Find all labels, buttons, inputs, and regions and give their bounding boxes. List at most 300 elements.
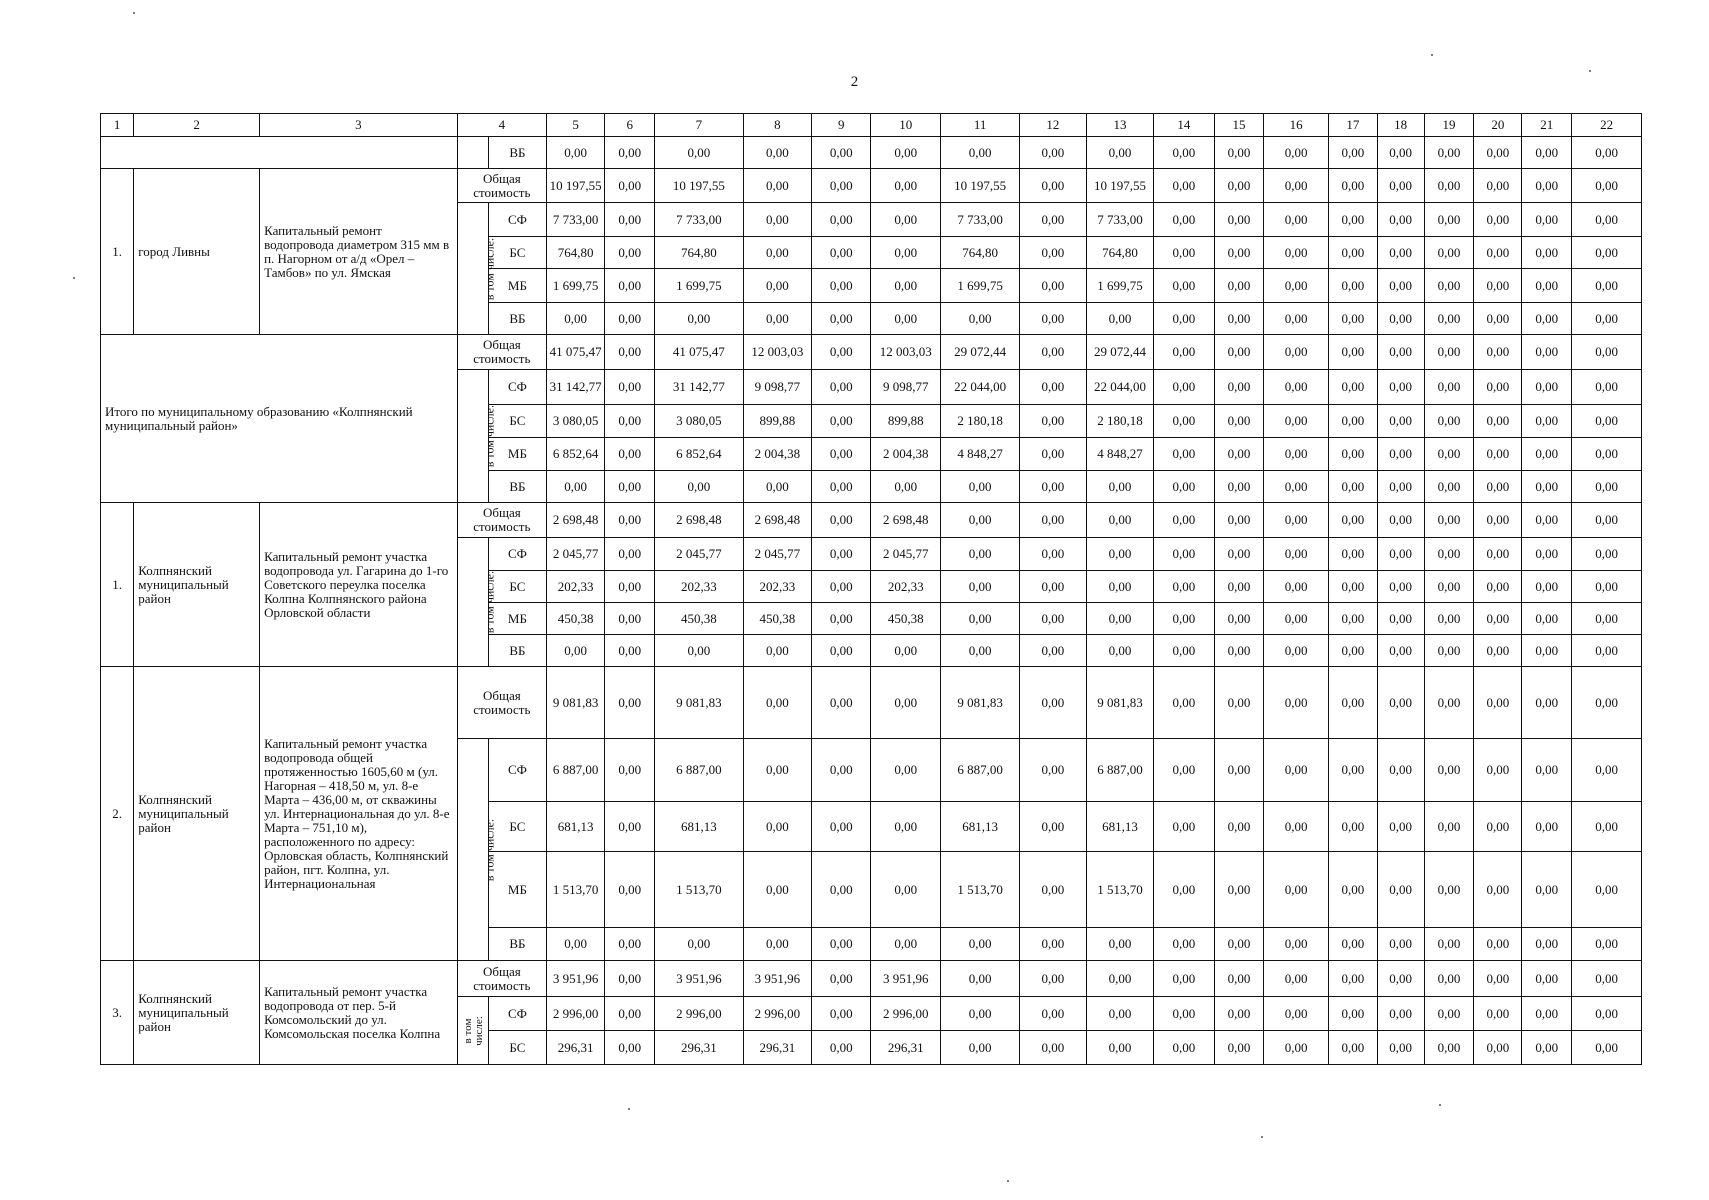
value-cell: 0,00: [1154, 603, 1214, 635]
incl-cell: [457, 739, 496, 961]
value-cell: 1 699,75: [1086, 269, 1154, 303]
value-cell: 0,00: [605, 571, 655, 603]
value-cell: 0,00: [1572, 928, 1642, 961]
value-cell: 0,00: [1572, 997, 1642, 1031]
value-cell: 0,00: [1424, 269, 1474, 303]
value-cell: 0,00: [1328, 603, 1377, 635]
row-type-label: БС: [488, 405, 546, 438]
value-cell: 0,00: [1572, 405, 1642, 438]
row-type-label: СФ: [488, 538, 546, 571]
value-cell: 2 004,38: [743, 438, 812, 471]
table-row: [101, 503, 1642, 538]
value-cell: 0,00: [1474, 603, 1522, 635]
value-cell: 0,00: [1214, 538, 1264, 571]
scan-speck: [1589, 70, 1591, 72]
value-cell: 0,00: [1020, 997, 1087, 1031]
value-cell: 0,00: [1086, 137, 1154, 169]
column-header: 3: [260, 114, 458, 137]
value-cell: 0,00: [1328, 802, 1377, 852]
value-cell: 0,00: [1086, 1031, 1154, 1065]
value-cell: 0,00: [871, 802, 941, 852]
value-cell: 0,00: [1020, 237, 1087, 269]
value-cell: 0,00: [1424, 739, 1474, 802]
row-type-label: БС: [488, 571, 546, 603]
value-cell: 681,13: [941, 802, 1020, 852]
column-header: 4: [457, 114, 546, 137]
value-cell: 0,00: [1328, 335, 1377, 370]
value-cell: 22 044,00: [1086, 370, 1154, 405]
value-cell: 0,00: [812, 961, 871, 997]
scan-speck: [628, 1108, 630, 1110]
value-cell: 0,00: [1572, 667, 1642, 739]
value-cell: 0,00: [605, 203, 655, 237]
value-cell: 0,00: [1424, 335, 1474, 370]
column-header: 11: [941, 114, 1020, 137]
value-cell: 0,00: [1328, 471, 1377, 503]
value-cell: 0,00: [1214, 438, 1264, 471]
value-cell: 0,00: [1328, 928, 1377, 961]
value-cell: 764,80: [1086, 237, 1154, 269]
incl-cell: [457, 997, 488, 1065]
incl-label: в том числе:: [481, 570, 496, 634]
municipality-name: Колпнянский муниципальный район: [134, 503, 260, 667]
value-cell: 0,00: [812, 303, 871, 335]
value-cell: 0,00: [1522, 169, 1572, 203]
column-header: 5: [547, 114, 605, 137]
value-cell: 0,00: [812, 203, 871, 237]
column-header: 12: [1020, 114, 1087, 137]
value-cell: 0,00: [812, 370, 871, 405]
value-cell: 0,00: [1264, 303, 1328, 335]
value-cell: 0,00: [1474, 335, 1522, 370]
value-cell: 0,00: [1522, 137, 1572, 169]
value-cell: 3 951,96: [655, 961, 743, 997]
value-cell: 0,00: [941, 928, 1020, 961]
value-cell: 0,00: [743, 169, 812, 203]
value-cell: 1 699,75: [547, 269, 605, 303]
value-cell: 0,00: [1572, 1031, 1642, 1065]
value-cell: 0,00: [1214, 503, 1264, 538]
value-cell: 0,00: [1214, 335, 1264, 370]
value-cell: 0,00: [1264, 739, 1328, 802]
row-number: 2.: [101, 667, 134, 961]
column-header: 14: [1154, 114, 1214, 137]
value-cell: 296,31: [871, 1031, 941, 1065]
value-cell: 0,00: [1522, 503, 1572, 538]
value-cell: 0,00: [941, 471, 1020, 503]
value-cell: 0,00: [1214, 203, 1264, 237]
column-header: 17: [1328, 114, 1377, 137]
total-label: Общая стоимость: [457, 169, 546, 203]
row-type-label: МБ: [488, 438, 546, 471]
value-cell: 0,00: [1154, 438, 1214, 471]
value-cell: 0,00: [1474, 802, 1522, 852]
value-cell: 0,00: [605, 303, 655, 335]
value-cell: 0,00: [1424, 405, 1474, 438]
total-label: Общая стоимость: [457, 335, 546, 370]
value-cell: 0,00: [812, 571, 871, 603]
value-cell: 0,00: [1377, 802, 1424, 852]
value-cell: 0,00: [1020, 438, 1087, 471]
value-cell: 0,00: [1154, 997, 1214, 1031]
value-cell: 7 733,00: [655, 203, 743, 237]
value-cell: 9 081,83: [655, 667, 743, 739]
total-label: Общая стоимость: [457, 503, 546, 538]
value-cell: 0,00: [1328, 405, 1377, 438]
value-cell: 0,00: [1264, 137, 1328, 169]
value-cell: 10 197,55: [941, 169, 1020, 203]
value-cell: 0,00: [1377, 603, 1424, 635]
value-cell: 0,00: [1572, 961, 1642, 997]
scan-speck: [1439, 1104, 1441, 1106]
value-cell: 0,00: [1377, 635, 1424, 667]
value-cell: 0,00: [1377, 335, 1424, 370]
value-cell: 0,00: [1424, 852, 1474, 928]
value-cell: 0,00: [1214, 997, 1264, 1031]
row-type-label: СФ: [488, 370, 546, 405]
value-cell: 0,00: [1474, 571, 1522, 603]
value-cell: 0,00: [1424, 203, 1474, 237]
column-header: 16: [1264, 114, 1328, 137]
value-cell: 0,00: [1474, 997, 1522, 1031]
value-cell: 0,00: [1474, 438, 1522, 471]
row-type-label: СФ: [488, 739, 546, 802]
value-cell: 0,00: [941, 635, 1020, 667]
value-cell: 0,00: [1214, 370, 1264, 405]
row-type-label: ВБ: [488, 635, 546, 667]
value-cell: 0,00: [1214, 137, 1264, 169]
value-cell: 0,00: [1328, 503, 1377, 538]
value-cell: 0,00: [1154, 928, 1214, 961]
object-description: Капитальный ремонт участка водопровода ул. Гагарина до 1-го Советского переулка поселка Колпна Колпнянского района Орловской области: [260, 503, 458, 667]
value-cell: 0,00: [743, 852, 812, 928]
value-cell: 0,00: [1424, 635, 1474, 667]
scan-speck: [1007, 1180, 1009, 1182]
value-cell: 0,00: [1522, 997, 1572, 1031]
value-cell: 0,00: [1154, 405, 1214, 438]
value-cell: 0,00: [1572, 303, 1642, 335]
value-cell: 0,00: [1020, 802, 1087, 852]
value-cell: 0,00: [812, 438, 871, 471]
value-cell: 0,00: [1086, 603, 1154, 635]
value-cell: 0,00: [1328, 370, 1377, 405]
value-cell: 0,00: [1328, 203, 1377, 237]
row-type-label: ВБ: [488, 137, 546, 169]
value-cell: 0,00: [1154, 1031, 1214, 1065]
value-cell: 0,00: [1328, 635, 1377, 667]
value-cell: 2 996,00: [743, 997, 812, 1031]
value-cell: 0,00: [1020, 405, 1087, 438]
value-cell: 0,00: [1154, 961, 1214, 997]
value-cell: 0,00: [605, 503, 655, 538]
value-cell: 0,00: [1522, 961, 1572, 997]
value-cell: 0,00: [1020, 203, 1087, 237]
value-cell: 0,00: [1154, 852, 1214, 928]
value-cell: 0,00: [812, 635, 871, 667]
value-cell: 0,00: [1572, 370, 1642, 405]
value-cell: 2 698,48: [655, 503, 743, 538]
scan-speck: [133, 12, 135, 14]
value-cell: 0,00: [743, 802, 812, 852]
incl-cell: [457, 203, 496, 335]
value-cell: 2 996,00: [655, 997, 743, 1031]
value-cell: 0,00: [1474, 203, 1522, 237]
value-cell: 0,00: [1377, 169, 1424, 203]
value-cell: 7 733,00: [941, 203, 1020, 237]
value-cell: 0,00: [1474, 237, 1522, 269]
value-cell: 0,00: [547, 928, 605, 961]
value-cell: 0,00: [1474, 739, 1522, 802]
value-cell: 0,00: [1154, 635, 1214, 667]
value-cell: 0,00: [1264, 852, 1328, 928]
value-cell: 0,00: [1377, 961, 1424, 997]
value-cell: 296,31: [547, 1031, 605, 1065]
value-cell: 450,38: [655, 603, 743, 635]
value-cell: 0,00: [605, 137, 655, 169]
value-cell: 3 951,96: [871, 961, 941, 997]
value-cell: 2 045,77: [743, 538, 812, 571]
value-cell: 0,00: [743, 471, 812, 503]
row-type-label: БС: [488, 1031, 546, 1065]
value-cell: 0,00: [1020, 667, 1087, 739]
value-cell: 0,00: [1474, 269, 1522, 303]
value-cell: 0,00: [1572, 852, 1642, 928]
value-cell: 0,00: [1214, 667, 1264, 739]
value-cell: 0,00: [1572, 269, 1642, 303]
value-cell: 10 197,55: [655, 169, 743, 203]
value-cell: 4 848,27: [1086, 438, 1154, 471]
value-cell: 0,00: [1424, 928, 1474, 961]
value-cell: 0,00: [1328, 961, 1377, 997]
value-cell: 0,00: [871, 169, 941, 203]
value-cell: 0,00: [1020, 503, 1087, 538]
value-cell: 0,00: [1377, 571, 1424, 603]
value-cell: 0,00: [1020, 169, 1087, 203]
value-cell: 0,00: [1086, 571, 1154, 603]
row-number: 3.: [101, 961, 134, 1065]
value-cell: 9 081,83: [1086, 667, 1154, 739]
row-type-label: СФ: [488, 997, 546, 1031]
spacer-cell: [457, 137, 488, 169]
value-cell: 0,00: [1424, 169, 1474, 203]
value-cell: 0,00: [812, 802, 871, 852]
value-cell: 12 003,03: [743, 335, 812, 370]
value-cell: 0,00: [812, 237, 871, 269]
value-cell: 0,00: [655, 303, 743, 335]
value-cell: 0,00: [1020, 137, 1087, 169]
value-cell: 0,00: [605, 852, 655, 928]
value-cell: 0,00: [547, 635, 605, 667]
value-cell: 0,00: [1214, 405, 1264, 438]
page-number: 2: [850, 74, 859, 90]
value-cell: 0,00: [605, 635, 655, 667]
value-cell: 764,80: [547, 237, 605, 269]
value-cell: 0,00: [743, 269, 812, 303]
value-cell: 0,00: [1328, 571, 1377, 603]
value-cell: 6 887,00: [655, 739, 743, 802]
row-type-label: ВБ: [488, 928, 546, 961]
value-cell: 0,00: [812, 169, 871, 203]
value-cell: 0,00: [871, 667, 941, 739]
value-cell: 2 180,18: [941, 405, 1020, 438]
table-row: [101, 335, 1642, 370]
value-cell: 0,00: [1522, 802, 1572, 852]
column-header: 9: [812, 114, 871, 137]
value-cell: 0,00: [812, 269, 871, 303]
value-cell: 0,00: [1522, 571, 1572, 603]
value-cell: 0,00: [1214, 635, 1264, 667]
value-cell: 0,00: [1020, 335, 1087, 370]
value-cell: 0,00: [1086, 303, 1154, 335]
value-cell: 0,00: [1474, 928, 1522, 961]
value-cell: 41 075,47: [547, 335, 605, 370]
table-body: [101, 114, 1642, 1065]
value-cell: 9 081,83: [547, 667, 605, 739]
value-cell: 202,33: [871, 571, 941, 603]
value-cell: 0,00: [1086, 538, 1154, 571]
value-cell: 0,00: [1474, 303, 1522, 335]
value-cell: 0,00: [1572, 335, 1642, 370]
value-cell: 0,00: [1264, 667, 1328, 739]
value-cell: 2 698,48: [743, 503, 812, 538]
value-cell: 3 951,96: [743, 961, 812, 997]
value-cell: 0,00: [1424, 961, 1474, 997]
column-header: 8: [743, 114, 812, 137]
value-cell: 0,00: [812, 928, 871, 961]
value-cell: 0,00: [1572, 603, 1642, 635]
value-cell: 2 045,77: [871, 538, 941, 571]
value-cell: 0,00: [1572, 635, 1642, 667]
value-cell: 0,00: [1522, 203, 1572, 237]
value-cell: 7 733,00: [1086, 203, 1154, 237]
value-cell: 0,00: [743, 137, 812, 169]
value-cell: 0,00: [871, 471, 941, 503]
value-cell: 6 887,00: [941, 739, 1020, 802]
value-cell: 0,00: [1264, 997, 1328, 1031]
value-cell: 0,00: [1264, 503, 1328, 538]
value-cell: 0,00: [1474, 635, 1522, 667]
value-cell: 0,00: [1264, 203, 1328, 237]
value-cell: 29 072,44: [1086, 335, 1154, 370]
column-header: 21: [1522, 114, 1572, 137]
value-cell: 0,00: [743, 303, 812, 335]
value-cell: 0,00: [941, 571, 1020, 603]
incl-label: в том числе:: [461, 1015, 485, 1046]
value-cell: 0,00: [1572, 438, 1642, 471]
value-cell: 0,00: [1377, 471, 1424, 503]
value-cell: 0,00: [1264, 237, 1328, 269]
value-cell: 0,00: [1424, 438, 1474, 471]
value-cell: 0,00: [1264, 269, 1328, 303]
value-cell: 0,00: [871, 635, 941, 667]
value-cell: 0,00: [1424, 370, 1474, 405]
value-cell: 0,00: [1377, 667, 1424, 739]
value-cell: 12 003,03: [871, 335, 941, 370]
value-cell: 0,00: [743, 667, 812, 739]
value-cell: 0,00: [1572, 169, 1642, 203]
value-cell: 0,00: [1264, 1031, 1328, 1065]
column-header: 15: [1214, 114, 1264, 137]
value-cell: 0,00: [1522, 739, 1572, 802]
value-cell: 9 081,83: [941, 667, 1020, 739]
value-cell: 202,33: [655, 571, 743, 603]
value-cell: 1 513,70: [547, 852, 605, 928]
row-type-label: БС: [488, 802, 546, 852]
value-cell: 1 513,70: [1086, 852, 1154, 928]
column-header: 1: [101, 114, 134, 137]
value-cell: 0,00: [743, 739, 812, 802]
value-cell: 0,00: [1424, 237, 1474, 269]
value-cell: 0,00: [1328, 852, 1377, 928]
value-cell: 0,00: [1020, 571, 1087, 603]
value-cell: 0,00: [1264, 169, 1328, 203]
scan-speck: [1431, 54, 1433, 56]
value-cell: 0,00: [871, 303, 941, 335]
value-cell: 0,00: [1377, 405, 1424, 438]
value-cell: 0,00: [812, 1031, 871, 1065]
value-cell: 0,00: [941, 503, 1020, 538]
value-cell: 0,00: [1020, 370, 1087, 405]
value-cell: 0,00: [1328, 169, 1377, 203]
value-cell: 0,00: [1424, 571, 1474, 603]
value-cell: 0,00: [1522, 269, 1572, 303]
value-cell: 0,00: [1474, 667, 1522, 739]
value-cell: 0,00: [1214, 471, 1264, 503]
value-cell: 0,00: [1020, 1031, 1087, 1065]
value-cell: 2 045,77: [655, 538, 743, 571]
incl-cell: [457, 538, 496, 667]
value-cell: 0,00: [655, 137, 743, 169]
value-cell: 0,00: [1214, 739, 1264, 802]
value-cell: 0,00: [1328, 137, 1377, 169]
value-cell: 0,00: [812, 137, 871, 169]
value-cell: 0,00: [1264, 405, 1328, 438]
value-cell: 0,00: [605, 405, 655, 438]
value-cell: 0,00: [1086, 503, 1154, 538]
value-cell: 0,00: [605, 1031, 655, 1065]
value-cell: 0,00: [1328, 997, 1377, 1031]
value-cell: 0,00: [1214, 802, 1264, 852]
value-cell: 0,00: [1522, 538, 1572, 571]
value-cell: 0,00: [605, 370, 655, 405]
value-cell: 0,00: [605, 538, 655, 571]
value-cell: 0,00: [1474, 1031, 1522, 1065]
value-cell: 0,00: [605, 335, 655, 370]
value-cell: 31 142,77: [655, 370, 743, 405]
value-cell: 0,00: [1474, 503, 1522, 538]
value-cell: 764,80: [941, 237, 1020, 269]
value-cell: 2 698,48: [871, 503, 941, 538]
value-cell: 0,00: [1522, 635, 1572, 667]
value-cell: 10 197,55: [547, 169, 605, 203]
value-cell: 0,00: [1474, 405, 1522, 438]
value-cell: 0,00: [941, 303, 1020, 335]
value-cell: 0,00: [547, 471, 605, 503]
value-cell: 0,00: [812, 997, 871, 1031]
table-row: [101, 667, 1642, 739]
value-cell: 450,38: [871, 603, 941, 635]
value-cell: 0,00: [743, 237, 812, 269]
column-header: 13: [1086, 114, 1154, 137]
value-cell: 31 142,77: [547, 370, 605, 405]
value-cell: 0,00: [1264, 471, 1328, 503]
value-cell: 0,00: [1474, 538, 1522, 571]
value-cell: 0,00: [1377, 303, 1424, 335]
value-cell: 0,00: [1328, 438, 1377, 471]
value-cell: 7 733,00: [547, 203, 605, 237]
value-cell: 0,00: [1154, 571, 1214, 603]
value-cell: 0,00: [1086, 928, 1154, 961]
